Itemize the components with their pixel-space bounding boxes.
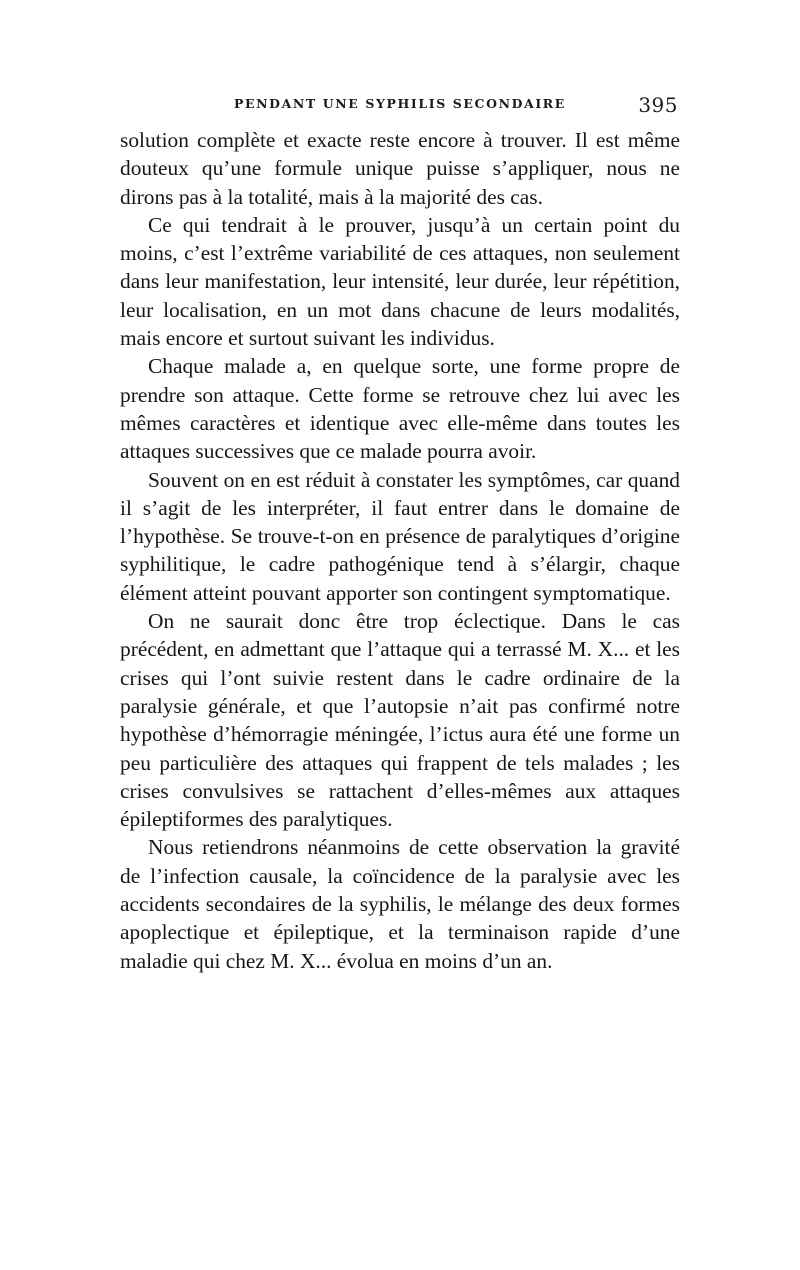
body-text <box>120 126 680 975</box>
paragraph: solution complète et exacte reste encore à trouver. Il est même douteux qu’une formule unique puisse s’appliquer, nous ne dirons pas à la totalité, mais à la majorité des cas. <box>120 128 680 209</box>
running-title: PENDANT UNE SYPHILIS SECONDAIRE <box>234 96 566 111</box>
paragraph: Nous retiendrons néanmoins de cette observation la gravité de l’infection causale, la coïncidence de la paralysie avec les accidents secondaires de la syphilis, le mélange des deux formes apoplectique et épileptique, et la terminaison rapide d’une maladie qui chez M. X... évolua en moins d’un an. <box>120 835 680 973</box>
paragraph: Chaque malade a, en quelque sorte, une forme propre de prendre son attaque. Cette forme se retrouve chez lui avec les mêmes caractères et identique avec elle-même dans toutes les attaques successives que ce malade pourra avoir. <box>120 354 680 464</box>
running-head <box>120 93 680 117</box>
paragraph: Ce qui tendrait à le prouver, jusqu’à un certain point du moins, c’est l’extrême variabilité de ces attaques, non seulement dans leur manifestation, leur intensité, leur durée, leur répétition, leur localisation, en un mot dans chacune de leurs modalités, mais encore et surtout suivant les individus. <box>120 212 680 351</box>
page-number: 395 <box>638 93 678 117</box>
paragraph: On ne saurait donc être trop éclectique. Dans le cas précédent, en admettant que l’attaque qui a terrassé M. X... et les crises qui l’ont suivie restent dans le cadre ordinaire de la paralysie générale, et que l’autopsie n’ait pas confirmé notre hypothèse d’hémorragie méningée, l’ictus aura été une forme un peu particulière des attaques qui frappent de tels malades ; les crises convulsives se rattachent d’elles-mêmes aux attaques épileptiformes des paralytiques. <box>120 609 680 832</box>
paragraph: Souvent on en est réduit à constater les symptômes, car quand il s’agit de les interpréter, il faut entrer dans le domaine de l’hypothèse. Se trouve-t-on en présence de paralytiques d’origine syphilitique, le cadre pathogénique tend à s’élargir, chaque élément atteint pouvant apporter son contingent symptomatique. <box>120 467 680 605</box>
